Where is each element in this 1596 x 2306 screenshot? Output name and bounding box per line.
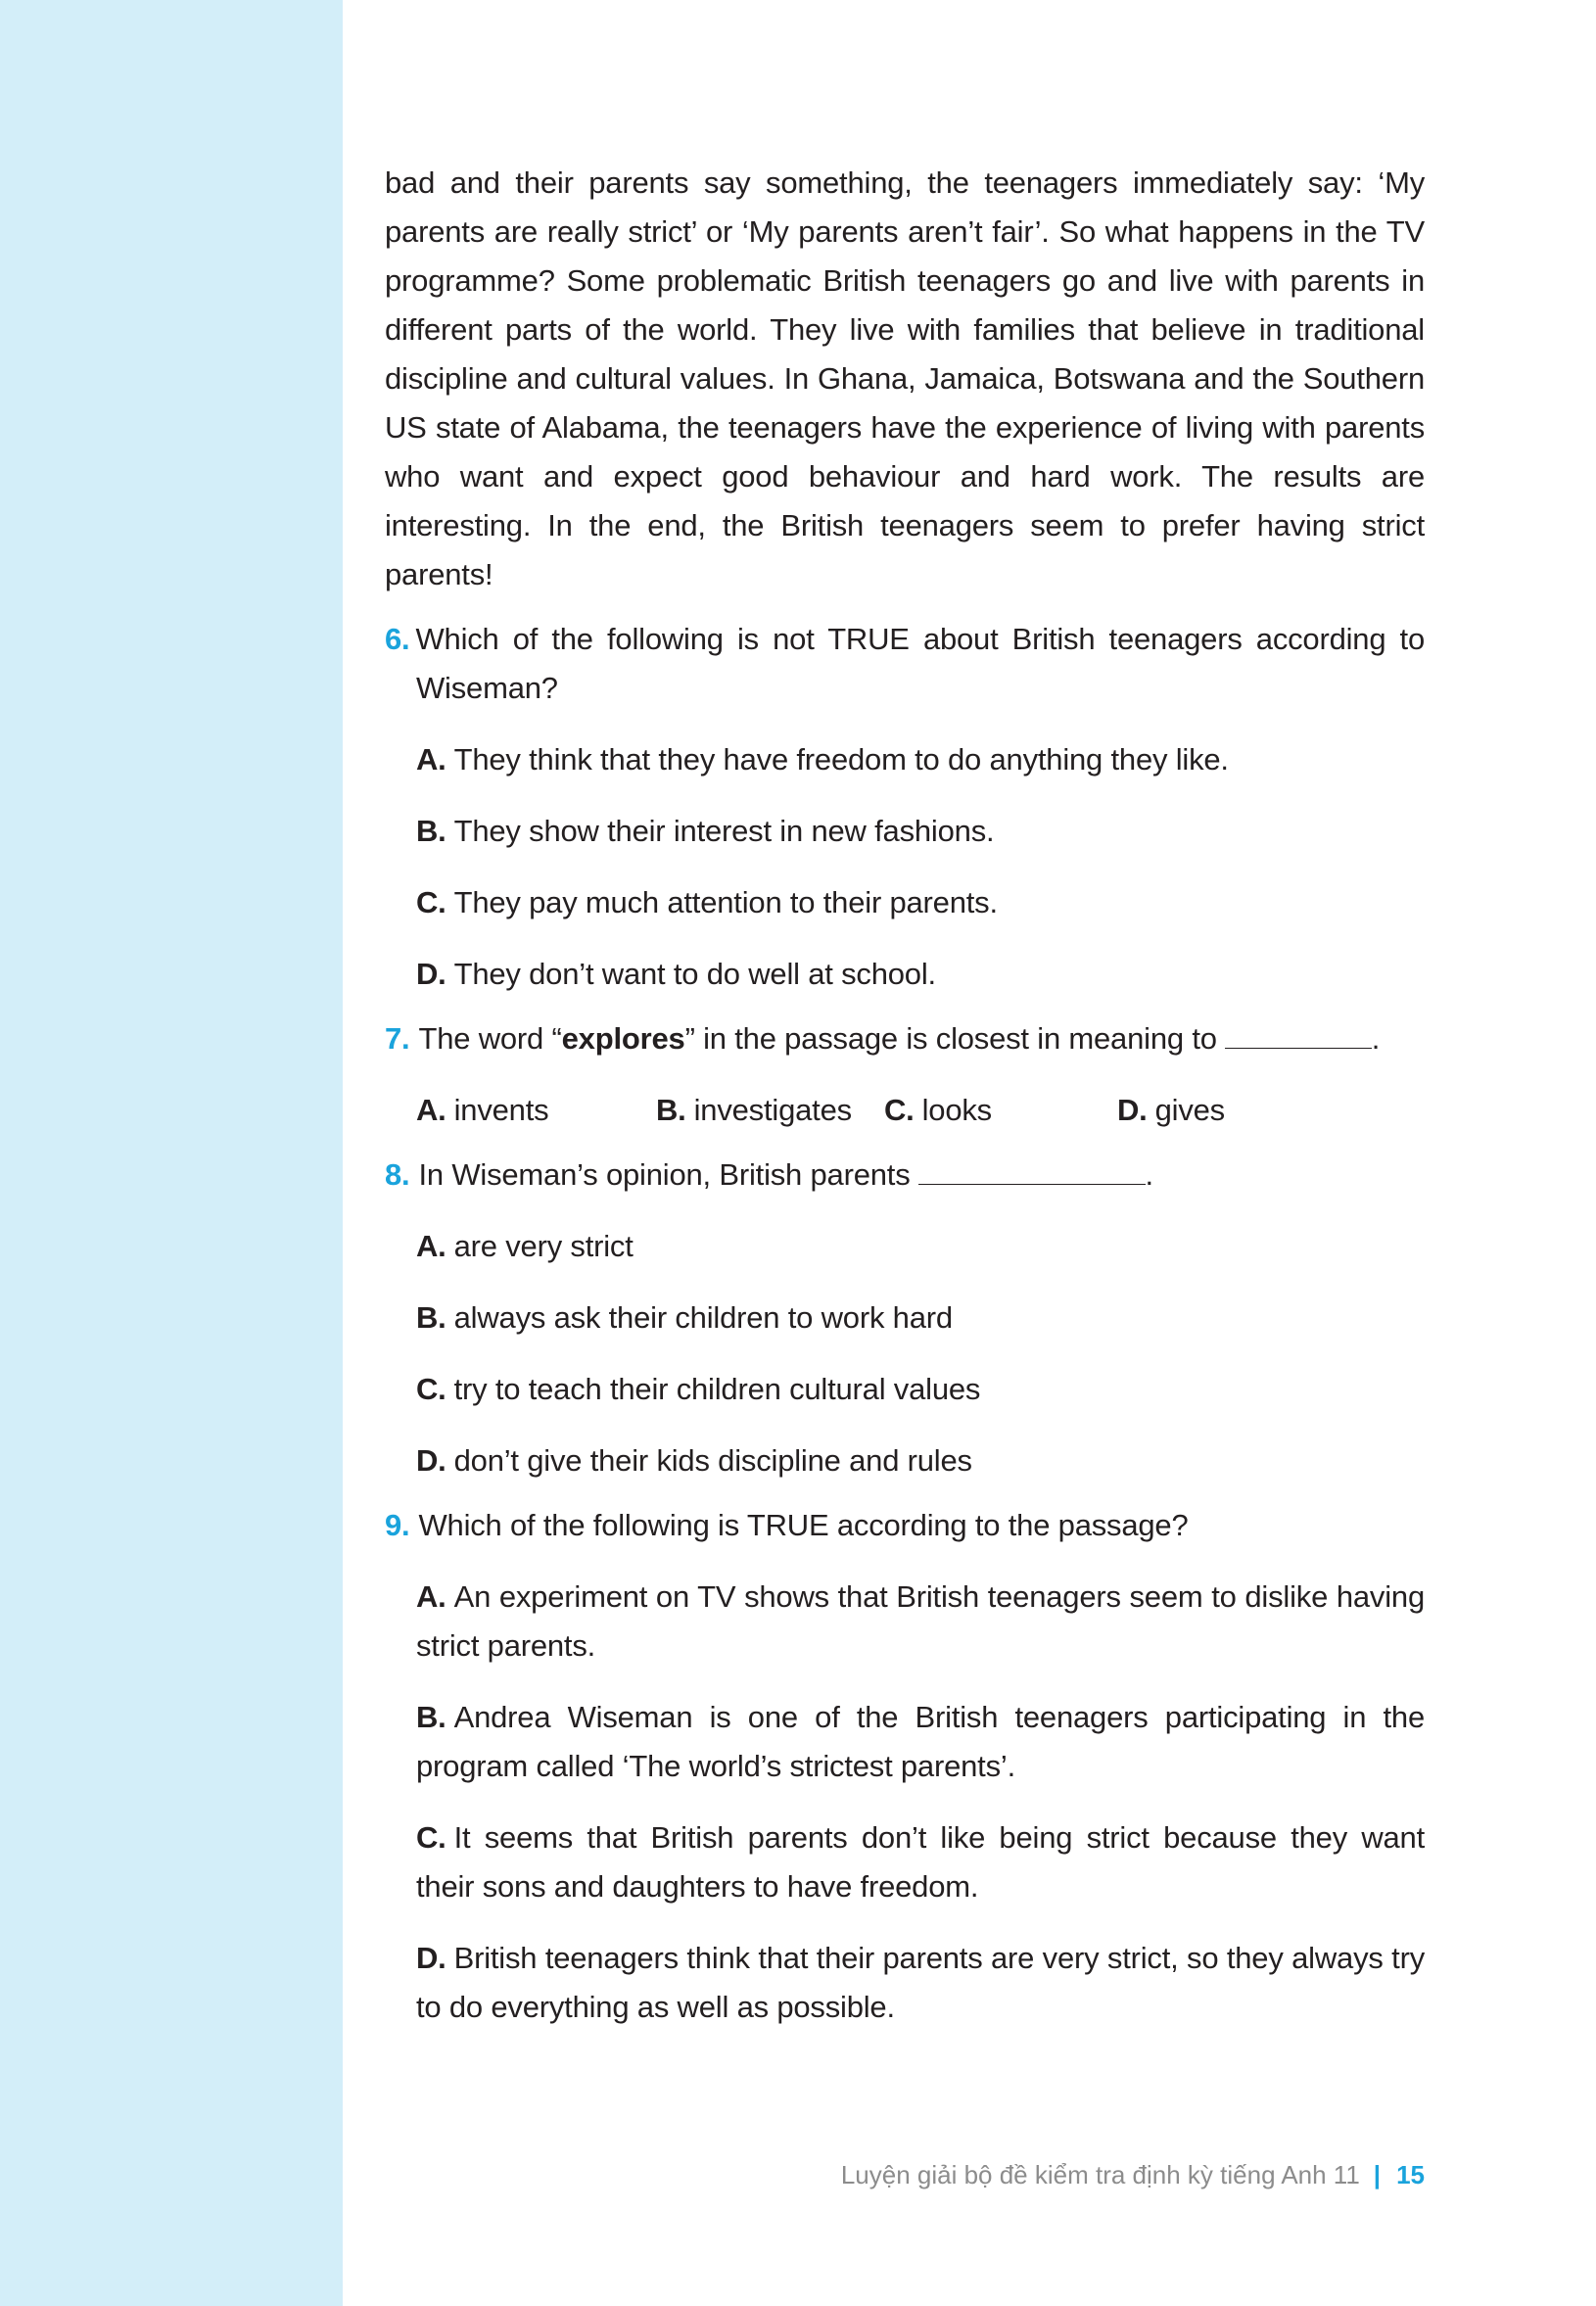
answer-blank[interactable] bbox=[918, 1162, 1146, 1185]
options-8 bbox=[416, 1222, 1425, 1485]
option-label: B. bbox=[416, 814, 446, 848]
options-7 bbox=[416, 1086, 1425, 1135]
option-text: They pay much attention to their parents. bbox=[453, 885, 998, 919]
option[interactable] bbox=[1117, 1086, 1225, 1135]
option[interactable] bbox=[416, 1365, 1425, 1414]
option-label: B. bbox=[416, 1700, 446, 1734]
option-label: C. bbox=[416, 1820, 446, 1855]
question-keyword: explores bbox=[561, 1021, 685, 1056]
question-number: 8. bbox=[385, 1157, 410, 1192]
option[interactable] bbox=[416, 1693, 1425, 1791]
option-text: They don’t want to do well at school. bbox=[453, 957, 936, 991]
option-label: D. bbox=[416, 957, 446, 991]
option-text: investigates bbox=[693, 1093, 852, 1127]
option-label: C. bbox=[416, 1372, 446, 1406]
question-7 bbox=[385, 1014, 1425, 1063]
option[interactable] bbox=[416, 1294, 1425, 1342]
question-text bbox=[418, 1014, 1380, 1063]
option-row bbox=[416, 1086, 1425, 1135]
option-label: A. bbox=[416, 1579, 446, 1614]
answer-blank[interactable] bbox=[1225, 1026, 1372, 1049]
question-number: 7. bbox=[385, 1021, 410, 1056]
option[interactable] bbox=[656, 1086, 884, 1135]
question-text: Which of the following is TRUE according to the passage? bbox=[418, 1508, 1189, 1542]
option[interactable] bbox=[416, 1222, 1425, 1271]
option-label: A. bbox=[416, 1229, 446, 1263]
option-text: try to teach their children cultural values bbox=[453, 1372, 981, 1406]
option-label: C. bbox=[884, 1093, 915, 1127]
question-text: Which of the following is not TRUE about British teenagers according to Wiseman? bbox=[415, 622, 1425, 705]
option[interactable] bbox=[416, 950, 1425, 999]
option[interactable] bbox=[416, 1436, 1425, 1485]
options-6 bbox=[416, 735, 1425, 999]
side-band bbox=[0, 0, 343, 2306]
option-text: don’t give their kids discipline and rules bbox=[453, 1443, 972, 1478]
option-label: B. bbox=[416, 1300, 446, 1335]
option[interactable] bbox=[416, 735, 1425, 784]
option-text: looks bbox=[921, 1093, 992, 1127]
question-9 bbox=[385, 1501, 1425, 1550]
options-9 bbox=[416, 1573, 1425, 2032]
option-text: British teenagers think that their parents are very strict, so they always try to do everything as well as possible. bbox=[416, 1941, 1425, 2024]
option-text: It seems that British parents don’t like being strict because they want their sons and daughters to have freedom. bbox=[416, 1820, 1425, 1904]
footer-separator: | bbox=[1373, 2160, 1382, 2189]
question-6 bbox=[385, 615, 1425, 713]
question-text-after: ” in the passage is closest in meaning to bbox=[684, 1021, 1217, 1056]
option[interactable] bbox=[884, 1086, 1117, 1135]
page-number: 15 bbox=[1396, 2160, 1425, 2189]
option-text: always ask their children to work hard bbox=[453, 1300, 953, 1335]
question-text bbox=[418, 1151, 1152, 1200]
option-text: invents bbox=[453, 1093, 549, 1127]
option[interactable] bbox=[416, 1573, 1425, 1671]
option-label: D. bbox=[1117, 1093, 1148, 1127]
option-text: are very strict bbox=[453, 1229, 634, 1263]
option-text: They show their interest in new fashions. bbox=[453, 814, 995, 848]
option-label: A. bbox=[416, 742, 446, 777]
option-label: C. bbox=[416, 885, 446, 919]
page-footer bbox=[841, 2160, 1425, 2190]
option-label: B. bbox=[656, 1093, 686, 1127]
question-text-main: In Wiseman’s opinion, British parents bbox=[418, 1157, 911, 1192]
question-end: . bbox=[1145, 1157, 1153, 1192]
option[interactable] bbox=[416, 878, 1425, 927]
option-text: gives bbox=[1154, 1093, 1225, 1127]
question-8 bbox=[385, 1151, 1425, 1200]
option-label: D. bbox=[416, 1941, 446, 1975]
option[interactable] bbox=[416, 1813, 1425, 1911]
option[interactable] bbox=[416, 807, 1425, 856]
question-number: 6. bbox=[385, 622, 410, 656]
option-text: An experiment on TV shows that British teenagers seem to dislike having strict parents. bbox=[416, 1579, 1425, 1663]
question-text-before: The word “ bbox=[418, 1021, 562, 1056]
option-label: D. bbox=[416, 1443, 446, 1478]
option-label: A. bbox=[416, 1093, 446, 1127]
reading-passage: bad and their parents say something, the teenagers immediately say: ‘My parents are really strict’ or ‘My parents aren’t fair’. So what happens in the TV programme? Some problematic British teenagers go and live with parents in different parts of the world. They live with families that believe in traditional discipline and cultural values. In Ghana, Jamaica, Botswana and the Southern US state of Alabama, the teenagers have the experience of living with parents who want and expect good behaviour and hard work. The results are interesting. In the end, the British teenagers seem to prefer having strict parents! bbox=[385, 165, 1425, 591]
question-end: . bbox=[1371, 1021, 1381, 1056]
option[interactable] bbox=[416, 1934, 1425, 2032]
book-title: Luyện giải bộ đề kiểm tra định kỳ tiếng Anh 11 bbox=[840, 2160, 1360, 2189]
question-number: 9. bbox=[385, 1508, 410, 1542]
option[interactable] bbox=[416, 1086, 656, 1135]
option-text: Andrea Wiseman is one of the British teenagers participating in the program called ‘The world’s strictest parents’. bbox=[416, 1700, 1425, 1783]
page-content bbox=[385, 159, 1425, 2032]
option-text: They think that they have freedom to do anything they like. bbox=[453, 742, 1229, 777]
